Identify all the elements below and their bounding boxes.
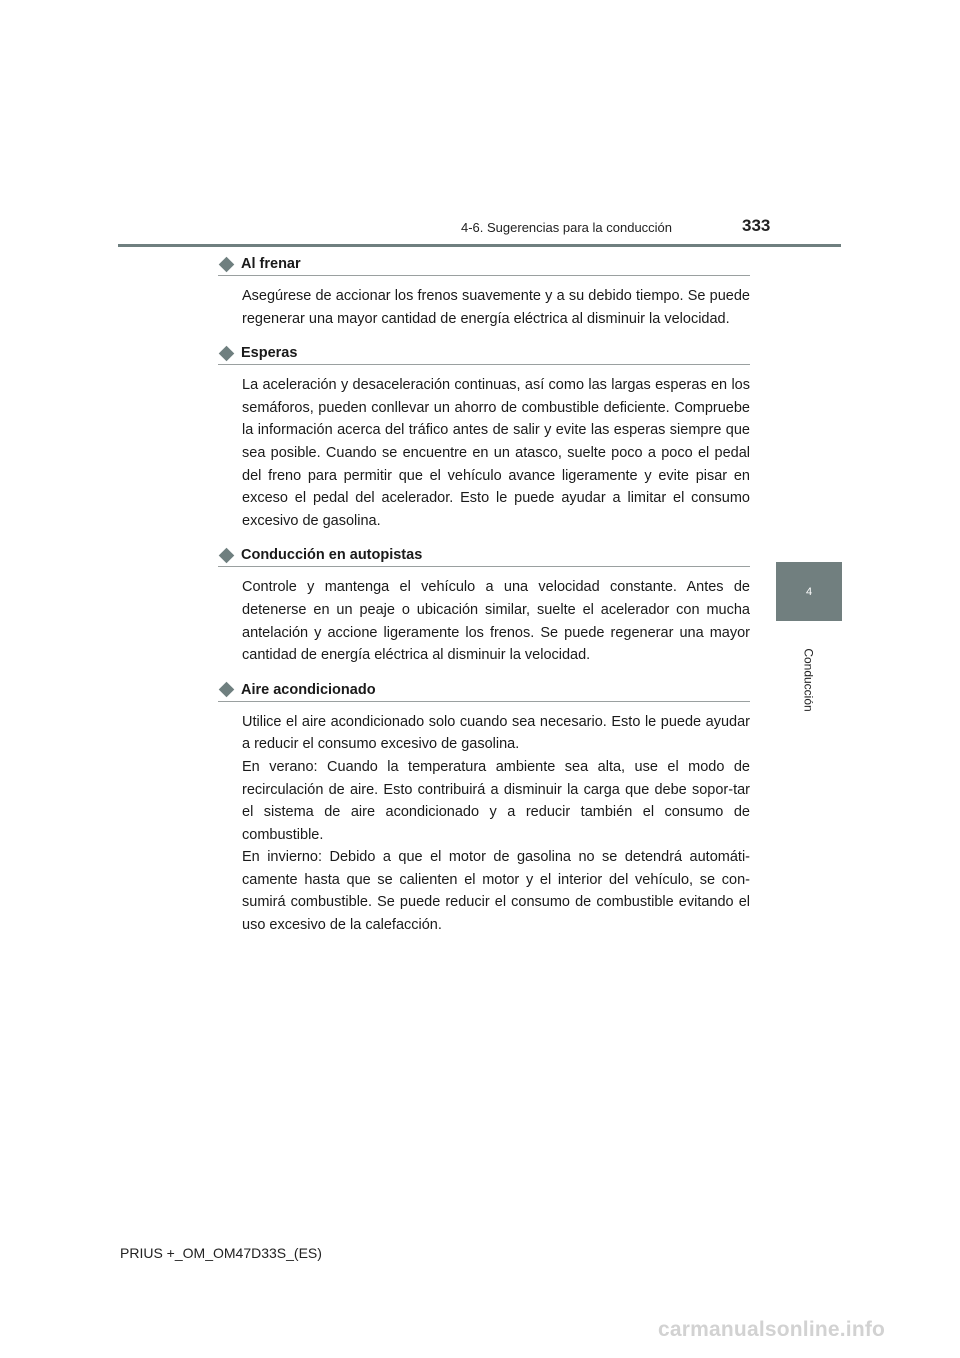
section-title: Esperas <box>241 345 298 362</box>
diamond-bullet-icon <box>219 345 235 361</box>
section-heading <box>218 343 750 363</box>
section-body <box>242 576 750 666</box>
paragraph: Asegúrese de accionar los frenos suavemente y a su debido tiempo. Se puede regenerar una mayor cantidad de energía eléctrica al disminuir la velocidad. <box>242 288 750 327</box>
paragraph: En verano: Cuando la temperatura ambiente sea alta, use el modo de recirculación de aire. Esto contribuirá a disminuir la carga que debe sopor-tar el sistema de aire acondicionado y a reducir también el consumo de combustible. <box>242 758 750 843</box>
section-body <box>242 711 750 937</box>
section-title: Al frenar <box>241 256 301 272</box>
main-content <box>218 254 750 937</box>
paragraph: La aceleración y desaceleración continuas, así como las largas esperas en los semáforos, pueden conllevar un ahorro de combustible deficiente. Compruebe la información acerca del tráfico antes de salir y evite las esperas siempre que sea posible. Cuando se encuentre en un atasco, suelte poco a poco el pedal del freno para permitir que el vehículo avance ligeramente y evite pisar en exceso el pedal del acelerador. Esto le puede ayudar a limitar el consumo excesivo de gasolina. <box>242 377 750 529</box>
section-body <box>242 285 750 330</box>
diamond-bullet-icon <box>219 256 235 272</box>
paragraph: En invierno: Debido a que el motor de gasolina no se detendrá automáti-camente hasta que se calienten el motor y el interior del vehículo, se con-sumirá combustible. Se puede reducir el consumo de combustible evitando el uso excesivo de la calefacción. <box>242 849 750 934</box>
section-divider <box>218 364 750 365</box>
section-heading <box>218 545 750 565</box>
document-code: PRIUS +_OM_OM47D33S_(ES) <box>120 1245 322 1261</box>
section-al-frenar <box>218 254 750 330</box>
section-esperas <box>218 343 750 532</box>
paragraph: Controle y mantenga el vehículo a una velocidad constante. Antes de detenerse en un peaje o ubicación similar, suelte el acelerador con mucha antelación y accione ligeramente los frenos. Se puede regenerar una mayor cantidad de energía eléctrica al disminuir la velocidad. <box>242 579 750 664</box>
section-aire-acondicionado <box>218 680 750 937</box>
section-title: Conducción en autopistas <box>241 547 423 564</box>
diamond-bullet-icon <box>219 682 235 698</box>
paragraph: Utilice el aire acondicionado solo cuando sea necesario. Esto le puede ayudar a reducir el consumo excesivo de gasolina. <box>242 713 750 753</box>
section-divider <box>218 701 750 702</box>
chapter-label-text: Conducción <box>802 648 816 712</box>
chapter-number: 4 <box>805 585 813 598</box>
header-divider <box>118 244 841 247</box>
chapter-label <box>761 632 857 728</box>
watermark: carmanualsonline.info <box>658 1318 886 1341</box>
section-title: Aire acondicionado <box>241 681 376 698</box>
section-heading <box>218 254 750 274</box>
section-divider <box>218 566 750 567</box>
header-section-title: 4-6. Sugerencias para la conducción <box>461 220 673 235</box>
section-conduccion-autopistas <box>218 545 750 666</box>
section-divider <box>218 275 750 276</box>
section-heading <box>218 680 750 700</box>
page-number: 333 <box>742 216 771 235</box>
diamond-bullet-icon <box>219 548 235 564</box>
section-body <box>242 374 750 532</box>
chapter-tab <box>776 562 842 621</box>
